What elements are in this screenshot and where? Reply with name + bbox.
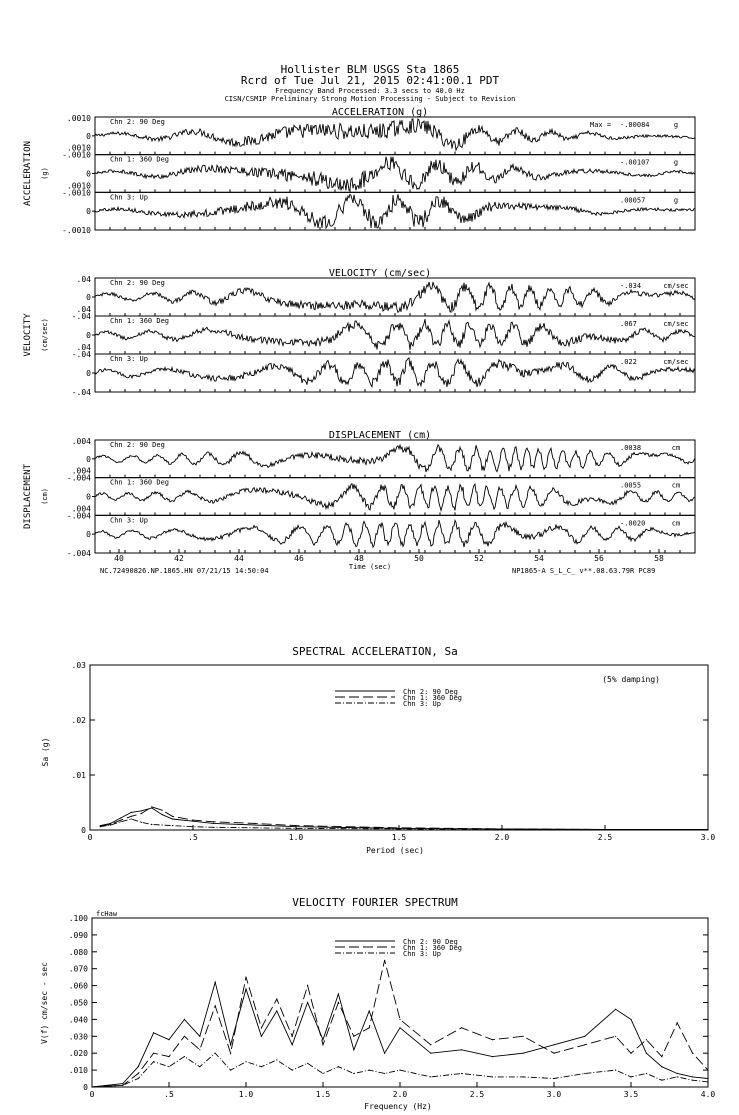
data-point [661,1056,662,1057]
trace-channel-label: Chn 1: 360 Deg [110,478,170,487]
trace-frame [95,278,695,316]
data-point [384,1073,385,1074]
x-tick-label: 2.0 [392,1090,408,1099]
trace-bottom-label: -.04 [71,312,91,321]
data-point [584,1073,585,1074]
data-point [131,816,132,817]
data-point [630,1053,631,1054]
trace-max-unit: cm [671,444,681,452]
data-point [168,1066,169,1067]
trace-zero-label: 0 [86,331,91,340]
waveform-trace [95,445,695,472]
y-tick-label: .090 [68,930,88,940]
trace-channel-label: Chn 1: 360 Deg [110,155,170,164]
time-tick-label: 44 [234,554,244,563]
data-point [677,1076,678,1077]
y-tick-label: .02 [71,716,86,725]
data-point [254,823,255,824]
trace-zero-label: 0 [86,207,91,217]
data-point [295,828,296,829]
trace-max-value: -.0020 [620,519,646,528]
time-tick-label: 52 [474,554,484,563]
data-point [584,1036,585,1037]
trace-max-value: .0038 [620,444,642,452]
data-point [245,988,246,989]
data-point [213,827,214,828]
data-point [553,1053,554,1054]
data-point [151,824,152,825]
y-tick-label: 0 [81,826,86,835]
y-tick-label: .040 [68,1015,88,1025]
trace-bottom-label: -.04 [71,350,91,359]
waveform-trace [95,520,695,547]
legend-label: Chn 3: Up [403,700,441,708]
data-point [213,823,214,824]
data-point [168,1056,169,1057]
time-history-panels [23,107,695,558]
x-tick-label: .5 [164,1090,174,1099]
trace-max-value: -.00107 [620,158,650,167]
x-tick-label: 4.0 [700,1090,716,1099]
data-point [501,829,502,830]
data-point [254,827,255,828]
panel-unit-label: (cm) [41,488,49,505]
trace-top-label: .04 [76,343,91,352]
trace-max-unit: g [673,158,679,167]
data-point [138,1073,139,1074]
trace-channel-label: Chn 3: Up [110,516,148,525]
velocity-fourier-spectrum-chart [40,896,715,1111]
data-point [553,1078,554,1079]
chart-frame [90,665,708,830]
trace-channel-label: Chn 1: 360 Deg [110,317,170,325]
trace-zero-label: 0 [86,454,91,464]
legend-label: Chn 1: 360 Deg [403,944,463,952]
trace-max-value: -.00084 [620,121,650,129]
data-point [110,823,111,824]
trace-top-label: .0010 [66,181,91,191]
data-point [215,982,216,983]
data-point [91,1086,92,1087]
sa-chart-title: SPECTRAL ACCELERATION, Sa [292,645,458,658]
y-tick-label: .050 [68,998,88,1008]
data-point [276,1010,277,1011]
legend-label: Chn 3: Up [403,950,441,958]
trace-zero-label: 0 [86,131,91,141]
data-point [184,1036,185,1037]
trace-max-value: .00057 [620,196,646,205]
data-point [646,1039,647,1040]
data-point [141,822,142,823]
data-point [615,1009,616,1010]
data-point [261,1027,262,1028]
data-point [162,824,163,825]
panel-vel [23,268,695,397]
trace-max-value: .067 [620,320,637,328]
data-point [261,1036,262,1037]
data-point [430,1053,431,1054]
data-point [338,993,339,994]
x-tick-label: 2.0 [494,833,510,842]
data-point [353,1073,354,1074]
data-point [677,1073,678,1074]
trace-max-unit: cm [671,519,681,528]
data-point [307,985,308,986]
data-point [661,1066,662,1067]
y-tick-label: .020 [68,1049,88,1059]
data-point [322,1073,323,1074]
data-point [153,1032,154,1033]
data-point [153,1061,154,1062]
data-point [292,1036,293,1037]
trace-bottom-label: -.0010 [62,188,91,198]
data-point [523,1076,524,1077]
data-point [245,1061,246,1062]
data-point [295,826,296,827]
waveform-trace [95,194,695,228]
panel-title: DISPLACEMENT (cm) [328,430,432,441]
time-tick-label: 54 [534,554,544,563]
trace-zero-label: 0 [86,530,91,540]
data-point [230,1070,231,1071]
trace-frame [95,155,695,193]
data-point [254,824,255,825]
time-tick-label: 42 [174,554,184,563]
time-tick-label: 50 [414,554,424,563]
panel-unit-label: (cm/sec) [41,318,49,352]
data-point [492,1039,493,1040]
trace-max-unit: cm [671,481,681,490]
sa-x-axis-label: Period (sec) [366,846,424,855]
data-point [122,1083,123,1084]
trace-frame [95,515,695,553]
data-point [199,1049,200,1050]
x-tick-label: 2.5 [597,833,613,842]
time-tick-label: 46 [294,554,304,563]
data-point [692,1053,693,1054]
trace-bottom-label: -.004 [66,549,91,558]
panel-side-label: VELOCITY [23,313,33,357]
trace-frame [95,478,695,516]
sa-y-axis-label: Sa (g) [41,737,50,767]
data-point [399,1027,400,1028]
data-point [369,1010,370,1011]
data-point [584,1044,585,1045]
data-point [523,1053,524,1054]
panel-title: ACCELERATION (g) [331,107,429,118]
waveform-trace [95,319,695,350]
data-point [369,1070,370,1071]
x-tick-label: .5 [188,833,198,842]
data-point [492,1056,493,1057]
trace-top-label: .004 [71,466,91,476]
data-point [461,1049,462,1050]
trace-zero-label: 0 [86,293,91,302]
y-tick-label: .100 [68,914,88,923]
data-point [430,1076,431,1077]
trace-max-value: -.034 [620,282,642,290]
trace-max-value: .0055 [620,481,642,490]
trace-top-label: .004 [71,504,91,514]
data-point [692,1080,693,1081]
data-point [307,1063,308,1064]
data-point [553,1044,554,1045]
record-title: Rcrd of Tue Jul 21, 2015 02:41:00.1 PDT [240,74,500,87]
data-point [630,1019,631,1020]
data-point [707,829,708,830]
data-point [230,1053,231,1054]
trace-top-label: .04 [76,305,91,314]
data-point [172,816,173,817]
data-point [168,1039,169,1040]
waveform-trace [95,282,695,313]
trace-channel-label: Chn 2: 90 Deg [110,441,165,449]
trace-max-unit: cm/sec [663,358,689,366]
data-point [100,826,101,827]
y-tick-label: .080 [68,947,88,957]
data-point [615,1036,616,1037]
data-point [151,806,152,807]
trace-max-unit: g [673,196,679,205]
trace-frame [95,316,695,354]
data-point [122,1085,123,1086]
data-point [172,818,173,819]
legend-label: Chn 1: 360 Deg [403,694,463,702]
station-title: Hollister BLM USGS Sta 1865 [280,63,460,76]
y-tick-label: 0 [83,1083,88,1092]
data-point [292,1044,293,1045]
data-point [461,1027,462,1028]
fs-x-axis-label: Frequency (Hz) [364,1102,432,1111]
data-point [230,1044,231,1045]
data-point [138,1078,139,1079]
y-tick-label: .01 [71,771,86,780]
data-point [615,1070,616,1071]
damping-annotation: (5% damping) [602,675,660,684]
trace-frame [95,440,695,478]
x-tick-label: 1.5 [315,1090,331,1099]
data-point [661,1080,662,1081]
data-point [646,1053,647,1054]
x-tick-label: 3.0 [546,1090,562,1099]
data-point [215,1005,216,1006]
data-point [384,1053,385,1054]
data-point [461,1073,462,1074]
time-tick-label: 48 [354,554,364,563]
data-point [199,1036,200,1037]
data-point [141,810,142,811]
fs-chart-title: VELOCITY FOURIER SPECTRUM [292,896,458,909]
data-point [384,960,385,961]
data-point [630,1076,631,1077]
processing-note: CISN/CSMIP Preliminary Strong Motion Processing - Subject to Revision [224,95,516,103]
data-point [138,1066,139,1067]
data-point [307,1002,308,1003]
panel-side-label: ACCELERATION [23,140,33,207]
data-point [192,820,193,821]
trace-top-label: .0010 [66,143,91,153]
data-point [707,1081,708,1082]
data-point [184,1056,185,1057]
data-point [276,1059,277,1060]
time-tick-label: 56 [594,554,604,563]
time-axis-label: Time (sec) [348,563,392,571]
data-point [162,810,163,811]
series-line-1 [100,807,708,830]
time-tick-label: 58 [654,554,664,563]
waveform-trace [95,157,695,191]
data-point [184,1019,185,1020]
data-point [151,807,152,808]
trace-top-label: .004 [71,437,91,446]
trace-channel-label: Chn 3: Up [110,193,148,202]
data-point [353,1036,354,1037]
data-point [707,1078,708,1079]
legend-label: Chn 2: 90 Deg [403,688,458,696]
y-tick-label: .060 [68,981,88,991]
data-point [353,1049,354,1050]
data-point [292,1070,293,1071]
trace-zero-label: 0 [86,369,91,378]
x-tick-label: 1.0 [238,1090,254,1099]
frequency-band-note: Frequency Band Processed: 3.3 secs to 40.0 Hz [275,87,465,95]
data-point [523,1036,524,1037]
data-point [172,825,173,826]
data-point [120,821,121,822]
data-point [322,1039,323,1040]
panel-title: VELOCITY (cm/sec) [328,268,432,279]
x-tick-label: 0 [87,833,93,842]
trace-top-label: .04 [76,275,91,284]
trace-max-unit: g [673,121,679,129]
x-tick-label: 1.5 [391,833,407,842]
trace-frame [95,354,695,392]
trace-bottom-label: -.04 [71,388,91,397]
trace-bottom-label: -.004 [66,511,91,521]
panel-side-label: DISPLACEMENT [23,463,33,530]
panel-unit-label: (g) [41,167,49,180]
x-tick-label: 0 [89,1090,95,1099]
data-point [276,999,277,1000]
time-tick-label: 40 [114,554,124,563]
data-point [199,1066,200,1067]
data-point [141,813,142,814]
data-point [192,821,193,822]
trace-bottom-label: -.0010 [62,150,91,160]
data-point [110,824,111,825]
waveform-trace [95,358,695,387]
data-point [215,1053,216,1054]
data-point [692,1076,693,1077]
data-point [398,827,399,828]
data-point [338,1066,339,1067]
chart-frame [92,918,708,1087]
y-tick-label: .010 [68,1066,88,1076]
y-tick-label: .070 [68,964,88,974]
panel-acc [23,107,695,235]
y-tick-label: .030 [68,1032,88,1042]
y-tick-label: .03 [71,661,86,670]
trace-channel-label: Chn 2: 90 Deg [110,118,165,126]
data-point [120,820,121,821]
data-point [213,821,214,822]
data-point [492,1076,493,1077]
trace-top-label: .0010 [66,114,91,123]
data-point [131,812,132,813]
trace-channel-label: Chn 3: Up [110,355,148,363]
data-point [261,1066,262,1067]
data-point [369,1027,370,1028]
panel-disp [23,430,695,558]
data-point [338,1002,339,1003]
series-line-1 [92,960,708,1087]
data-point [398,828,399,829]
data-point [192,826,193,827]
x-tick-label: 3.5 [623,1090,639,1099]
data-point [245,977,246,978]
trace-channel-label: Chn 2: 90 Deg [110,279,165,287]
data-point [131,818,132,819]
x-tick-label: 1.0 [288,833,304,842]
footer-record-id: NC.72490826.NP.1865.HN 07/21/15 14:50:04 [100,567,269,575]
x-tick-label: 3.0 [700,833,716,842]
data-point [430,1044,431,1045]
legend-label: Chn 2: 90 Deg [403,938,458,946]
data-point [707,1070,708,1071]
data-point [604,829,605,830]
trace-zero-label: 0 [86,169,91,179]
trace-max-unit: cm/sec [663,320,689,328]
data-point [677,1022,678,1023]
trace-max-value: .022 [620,358,637,366]
trace-max-prefix: Max = [590,121,612,129]
data-point [295,825,296,826]
data-point [153,1053,154,1054]
fs-y-axis-label: V(f) cm/sec - sec [40,962,49,1044]
data-point [120,817,121,818]
trace-max-unit: cm/sec [663,282,689,290]
footer-processing-id: NP1865-A S_L_C_ v**.08.63.79R PC89 [512,567,656,575]
series-line-0 [92,982,708,1087]
data-point [322,1044,323,1045]
trace-bottom-label: -.0010 [62,226,91,235]
data-point [162,814,163,815]
fs-corner-label: fcHaw [96,910,118,918]
trace-zero-label: 0 [86,492,91,502]
data-point [646,1073,647,1074]
spectral-acceleration-chart [41,645,715,855]
x-tick-label: 2.5 [469,1090,485,1099]
trace-frame [95,192,695,230]
data-point [399,1070,400,1071]
data-point [399,1019,400,1020]
trace-bottom-label: -.004 [66,473,91,483]
